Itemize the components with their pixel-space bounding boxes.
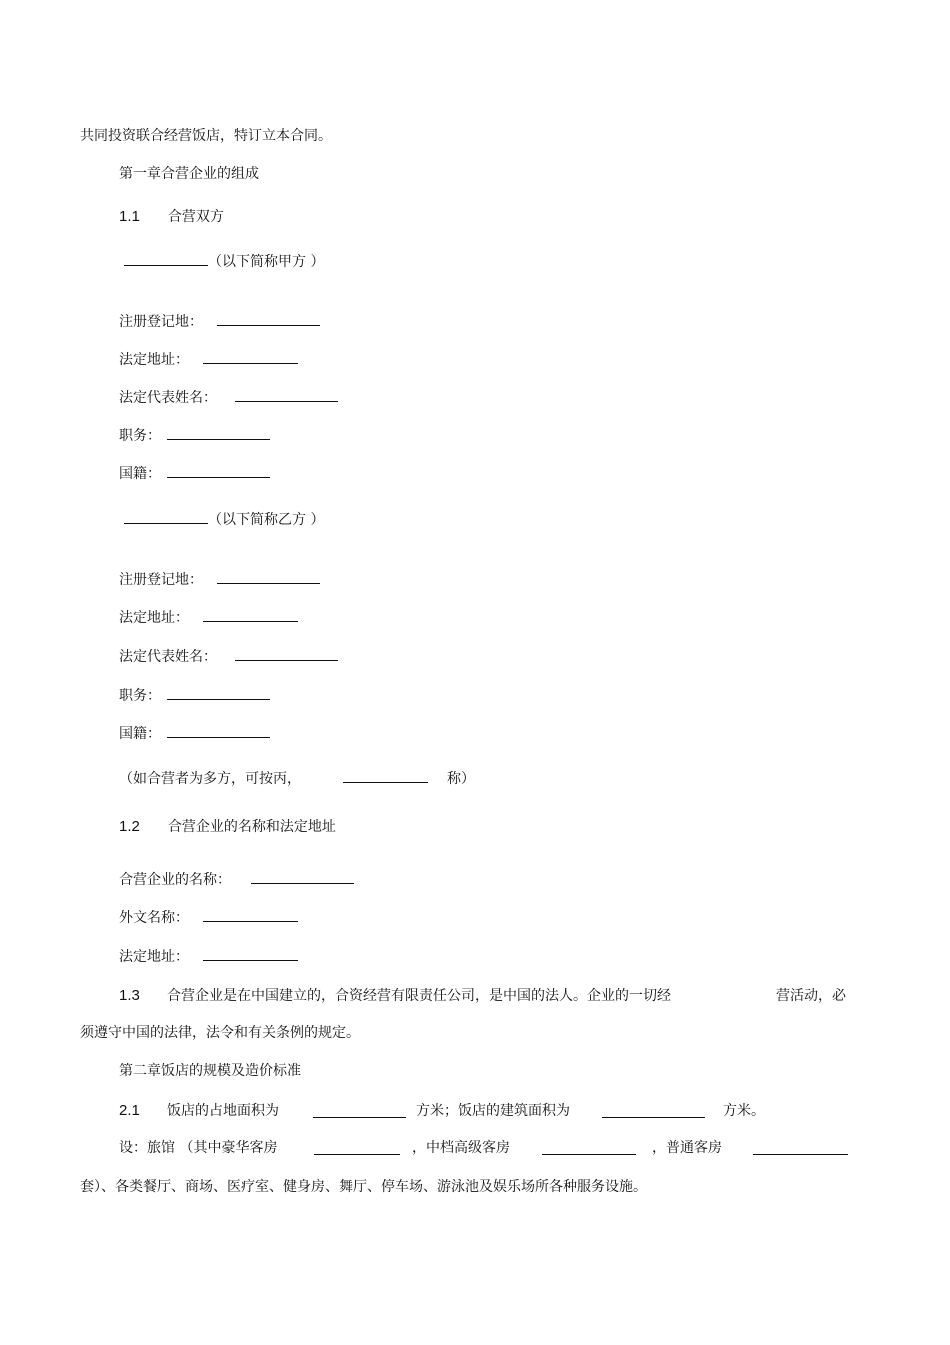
facilities-text-line2: 套）、各类餐厅、商场、医疗室、健身房、舞厅、停车场、游泳池及娱乐场所各种服务设施。 xyxy=(80,1179,647,1195)
facilities-text-b: ，中档高级客房 xyxy=(412,1140,510,1156)
party-b-field xyxy=(119,569,320,590)
field-label: 法定代表姓名： xyxy=(119,649,217,665)
enterprise-field xyxy=(119,946,298,967)
section-1-3-text-line2: 须遵守中国的法律，法令和有关条例的规定。 xyxy=(80,1025,360,1041)
field-label: 国籍： xyxy=(119,466,161,482)
section-1-2-heading xyxy=(119,817,336,837)
party-b-designation: （以下简称乙方 ） xyxy=(208,512,325,528)
party-a-name-blank[interactable] xyxy=(124,251,208,266)
note-start: （如合营者为多方，可按丙， xyxy=(119,771,301,787)
section-2-1-number xyxy=(119,1101,140,1121)
field-blank[interactable] xyxy=(203,349,298,364)
facilities-text-a: 设：旅馆 （其中豪华客房 xyxy=(119,1140,278,1156)
field-label: 国籍： xyxy=(119,726,161,742)
field-blank[interactable] xyxy=(235,387,338,402)
multi-party-note xyxy=(119,768,475,789)
field-blank[interactable] xyxy=(251,869,354,884)
field-blank[interactable] xyxy=(217,311,320,326)
party-a-field xyxy=(119,349,298,370)
party-b-field xyxy=(119,607,298,628)
note-end: 称） xyxy=(447,771,475,787)
section-number: 1.3 xyxy=(119,987,140,1004)
section-1-3-number xyxy=(119,986,140,1006)
field-blank[interactable] xyxy=(167,463,270,478)
note-blank[interactable] xyxy=(343,768,428,783)
party-a-line xyxy=(124,251,324,272)
party-b-field xyxy=(119,646,338,667)
section-2-1-text-c: 方米。 xyxy=(723,1103,765,1119)
facilities-text-c: ，普通客房 xyxy=(652,1140,722,1156)
field-blank[interactable] xyxy=(167,685,270,700)
section-title: 合营双方 xyxy=(167,209,224,225)
field-label: 注册登记地： xyxy=(119,572,203,588)
field-label: 外文名称： xyxy=(119,910,189,926)
enterprise-field xyxy=(119,907,298,928)
section-2-1-text-a: 饭店的占地面积为 xyxy=(167,1103,279,1119)
land-area-blank[interactable] xyxy=(313,1103,406,1118)
building-area-blank[interactable] xyxy=(602,1103,705,1118)
field-blank[interactable] xyxy=(167,425,270,440)
field-label: 职务： xyxy=(119,428,161,444)
chapter-1-heading: 第一章合营企业的组成 xyxy=(119,166,259,182)
field-label: 职务： xyxy=(119,688,161,704)
chapter-2-heading: 第二章饭店的规模及造价标准 xyxy=(119,1063,301,1079)
field-label: 法定代表姓名： xyxy=(119,390,217,406)
field-label: 注册登记地： xyxy=(119,314,203,330)
field-label: 法定地址： xyxy=(119,610,189,626)
party-b-line xyxy=(124,509,324,530)
field-blank[interactable] xyxy=(203,607,298,622)
field-blank[interactable] xyxy=(203,907,298,922)
field-label: 法定地址： xyxy=(119,352,189,368)
section-1-3-text-a: 合营企业是在中国建立的，合资经营有限责任公司，是中国的法人。企业的一切经 xyxy=(167,988,671,1004)
field-blank[interactable] xyxy=(235,646,338,661)
field-label: 法定地址： xyxy=(119,949,189,965)
section-title: 合营企业的名称和法定地址 xyxy=(167,819,336,835)
party-a-field xyxy=(119,463,270,484)
field-blank[interactable] xyxy=(217,569,320,584)
enterprise-field xyxy=(119,869,354,890)
party-a-field xyxy=(119,311,320,332)
party-a-field xyxy=(119,387,338,408)
field-blank[interactable] xyxy=(167,723,270,738)
section-1-3-text-b: 营活动，必 xyxy=(776,988,846,1004)
party-b-name-blank[interactable] xyxy=(124,509,208,524)
party-b-field xyxy=(119,685,270,706)
field-blank[interactable] xyxy=(203,946,298,961)
standard-rooms-blank[interactable] xyxy=(753,1140,848,1155)
section-number: 2.1 xyxy=(119,1102,140,1119)
mid-rooms-blank[interactable] xyxy=(542,1140,636,1155)
section-1-1-heading xyxy=(119,207,224,227)
party-a-field xyxy=(119,425,270,446)
party-b-field xyxy=(119,723,270,744)
section-2-1-text-b: 方米；饭店的建筑面积为 xyxy=(416,1103,570,1119)
section-number: 1.2 xyxy=(119,818,140,835)
field-label: 合营企业的名称： xyxy=(119,872,231,888)
section-number: 1.1 xyxy=(119,208,140,225)
luxury-rooms-blank[interactable] xyxy=(314,1140,400,1155)
intro-text: 共同投资联合经营饭店，特订立本合同。 xyxy=(80,128,332,144)
party-a-designation: （以下简称甲方 ） xyxy=(208,254,325,270)
